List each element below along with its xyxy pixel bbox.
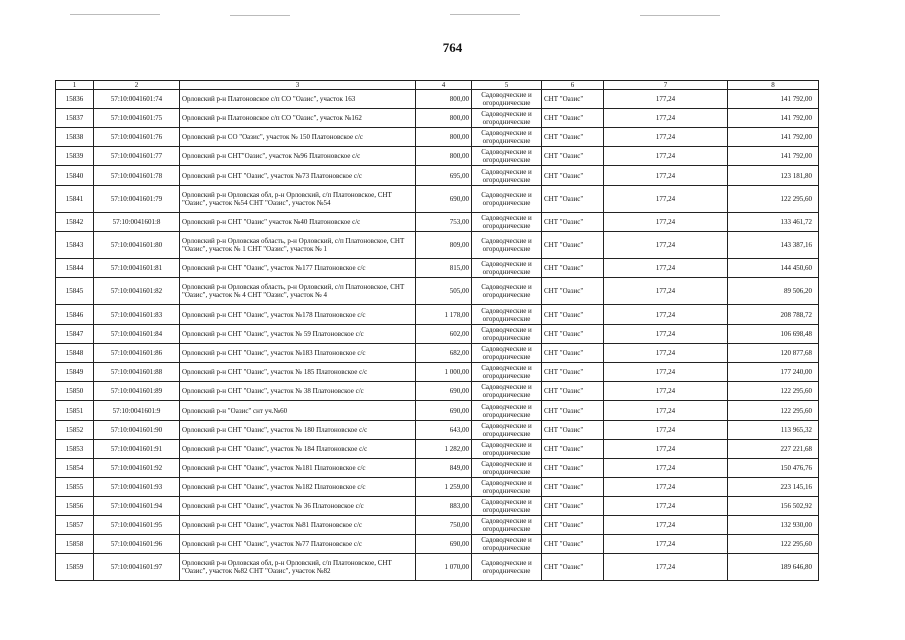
cadastral-number-cell: 57:10:0041601:76 <box>94 128 180 147</box>
organization-cell: СНТ "Оазис" <box>542 128 604 147</box>
organization-cell: СНТ "Оазис" <box>542 440 604 459</box>
area-cell: 1 000,00 <box>416 363 472 382</box>
area-cell: 800,00 <box>416 90 472 109</box>
rate-cell: 177,24 <box>604 363 728 382</box>
column-header: 3 <box>180 81 416 90</box>
rate-cell: 177,24 <box>604 344 728 363</box>
table-row <box>56 478 819 497</box>
table-row <box>56 305 819 325</box>
cadastral-value-cell: 106 698,48 <box>728 325 819 344</box>
cadastral-number-cell: 57:10:0041601:9 <box>94 401 180 421</box>
table-row <box>56 147 819 166</box>
rate-cell: 177,24 <box>604 459 728 478</box>
cadastral-value-cell: 120 877,68 <box>728 344 819 363</box>
row-number-cell: 15856 <box>56 497 94 516</box>
cadastral-value-cell: 122 295,60 <box>728 401 819 421</box>
table-row <box>56 497 819 516</box>
area-cell: 505,00 <box>416 278 472 305</box>
organization-cell: СНТ "Оазис" <box>542 497 604 516</box>
area-cell: 643,00 <box>416 421 472 440</box>
rate-cell: 177,24 <box>604 401 728 421</box>
cadastral-number-cell: 57:10:0041601:77 <box>94 147 180 166</box>
row-number-cell: 15850 <box>56 382 94 401</box>
cadastral-value-cell: 122 295,60 <box>728 382 819 401</box>
address-cell: Орловский р-н СНТ "Оазис", участок №81 Платоновское с/с <box>180 516 416 535</box>
organization-cell: СНТ "Оазис" <box>542 259 604 278</box>
area-cell: 849,00 <box>416 459 472 478</box>
land-use-cell: Садоводческие и огороднические <box>472 440 542 459</box>
table-row <box>56 109 819 128</box>
organization-cell: СНТ "Оазис" <box>542 305 604 325</box>
organization-cell: СНТ "Оазис" <box>542 109 604 128</box>
row-number-cell: 15840 <box>56 166 94 186</box>
cadastral-number-cell: 57:10:0041601:91 <box>94 440 180 459</box>
area-cell: 753,00 <box>416 213 472 232</box>
area-cell: 800,00 <box>416 147 472 166</box>
organization-cell: СНТ "Оазис" <box>542 147 604 166</box>
area-cell: 815,00 <box>416 259 472 278</box>
row-number-cell: 15852 <box>56 421 94 440</box>
row-number-cell: 15843 <box>56 232 94 259</box>
land-use-cell: Садоводческие и огороднические <box>472 259 542 278</box>
cadastral-value-cell: 227 221,68 <box>728 440 819 459</box>
table-row <box>56 440 819 459</box>
row-number-cell: 15854 <box>56 459 94 478</box>
cadastral-number-cell: 57:10:0041601:88 <box>94 363 180 382</box>
address-cell: Орловский р-н СНТ "Оазис", участок № 185 Платоновское с/с <box>180 363 416 382</box>
area-cell: 800,00 <box>416 109 472 128</box>
cadastral-value-cell: 122 295,60 <box>728 186 819 213</box>
rate-cell: 177,24 <box>604 186 728 213</box>
table-row <box>56 128 819 147</box>
land-use-cell: Садоводческие и огороднические <box>472 213 542 232</box>
cadastral-number-cell: 57:10:0041601:90 <box>94 421 180 440</box>
address-cell: Орловский р-н "Оазис" снт уч.№60 <box>180 401 416 421</box>
row-number-cell: 15837 <box>56 109 94 128</box>
cadastral-number-cell: 57:10:0041601:86 <box>94 344 180 363</box>
area-cell: 800,00 <box>416 128 472 147</box>
rate-cell: 177,24 <box>604 259 728 278</box>
cadastral-value-cell: 141 792,00 <box>728 147 819 166</box>
organization-cell: СНТ "Оазис" <box>542 90 604 109</box>
scan-artifact-line <box>640 15 720 16</box>
table-row <box>56 344 819 363</box>
cadastral-number-cell: 57:10:0041601:93 <box>94 478 180 497</box>
row-number-cell: 15846 <box>56 305 94 325</box>
rate-cell: 177,24 <box>604 213 728 232</box>
land-use-cell: Садоводческие и огороднические <box>472 166 542 186</box>
table-row <box>56 186 819 213</box>
column-header: 1 <box>56 81 94 90</box>
address-cell: Орловский р-н Орловская обл, р-н Орловский, с/п Платоновское, СНТ "Оазис", участок №82 СНТ "Оазис", участок №82 <box>180 554 416 581</box>
address-cell: Орловский р-н Орловская область, р-н Орловский, с/п Платоновское, СНТ "Оазис", участок № 4 СНТ "Оазис", участок № 4 <box>180 278 416 305</box>
organization-cell: СНТ "Оазис" <box>542 421 604 440</box>
address-cell: Орловский р-н Орловская область, р-н Орловский, с/п Платоновское, СНТ "Оазис", участок № 1 СНТ "Оазис", участок № 1 <box>180 232 416 259</box>
land-use-cell: Садоводческие и огороднические <box>472 344 542 363</box>
cadastral-number-cell: 57:10:0041601:81 <box>94 259 180 278</box>
rate-cell: 177,24 <box>604 478 728 497</box>
rate-cell: 177,24 <box>604 382 728 401</box>
cadastral-value-cell: 113 965,32 <box>728 421 819 440</box>
organization-cell: СНТ "Оазис" <box>542 344 604 363</box>
table-row <box>56 516 819 535</box>
land-use-cell: Садоводческие и огороднические <box>472 109 542 128</box>
cadastral-value-cell: 150 476,76 <box>728 459 819 478</box>
organization-cell: СНТ "Оазис" <box>542 535 604 554</box>
cadastral-value-cell: 144 450,60 <box>728 259 819 278</box>
table-body <box>56 90 819 581</box>
table-row <box>56 278 819 305</box>
cadastral-value-cell: 208 788,72 <box>728 305 819 325</box>
address-cell: Орловский р-н СНТ "Оазис", участок № 36 Платоновское с/с <box>180 497 416 516</box>
table-row <box>56 213 819 232</box>
land-use-cell: Садоводческие и огороднические <box>472 516 542 535</box>
scan-artifact-line <box>70 14 160 15</box>
cadastral-number-cell: 57:10:0041601:96 <box>94 535 180 554</box>
area-cell: 690,00 <box>416 535 472 554</box>
table-row <box>56 363 819 382</box>
organization-cell: СНТ "Оазис" <box>542 554 604 581</box>
rate-cell: 177,24 <box>604 147 728 166</box>
table-row <box>56 554 819 581</box>
column-header: 2 <box>94 81 180 90</box>
area-cell: 602,00 <box>416 325 472 344</box>
rate-cell: 177,24 <box>604 109 728 128</box>
land-use-cell: Садоводческие и огороднические <box>472 401 542 421</box>
organization-cell: СНТ "Оазис" <box>542 186 604 213</box>
rate-cell: 177,24 <box>604 421 728 440</box>
land-use-cell: Садоводческие и огороднические <box>472 147 542 166</box>
column-header: 5 <box>472 81 542 90</box>
table-row <box>56 421 819 440</box>
column-header: 4 <box>416 81 472 90</box>
row-number-cell: 15859 <box>56 554 94 581</box>
cadastral-value-cell: 177 240,00 <box>728 363 819 382</box>
address-cell: Орловский р-н СНТ "Оазис", участок №182 Платоновское с/с <box>180 478 416 497</box>
organization-cell: СНТ "Оазис" <box>542 278 604 305</box>
table-row <box>56 259 819 278</box>
address-cell: Орловский р-н СНТ "Оазис", участок №177 Платоновское с/с <box>180 259 416 278</box>
land-use-cell: Садоводческие и огороднические <box>472 232 542 259</box>
cadastral-value-cell: 141 792,00 <box>728 90 819 109</box>
area-cell: 690,00 <box>416 382 472 401</box>
row-number-cell: 15841 <box>56 186 94 213</box>
address-cell: Орловский р-н Орловская обл, р-н Орловский, с/п Платоновское, СНТ "Оазис", участок №54 СНТ "Оазис", участок №54 <box>180 186 416 213</box>
table-row <box>56 382 819 401</box>
area-cell: 682,00 <box>416 344 472 363</box>
column-header: 8 <box>728 81 819 90</box>
rate-cell: 177,24 <box>604 128 728 147</box>
cadastral-value-cell: 133 461,72 <box>728 213 819 232</box>
row-number-cell: 15847 <box>56 325 94 344</box>
land-use-cell: Садоводческие и огороднические <box>472 497 542 516</box>
organization-cell: СНТ "Оазис" <box>542 213 604 232</box>
cadastral-value-cell: 89 506,20 <box>728 278 819 305</box>
rate-cell: 177,24 <box>604 232 728 259</box>
cadastral-value-cell: 122 295,60 <box>728 535 819 554</box>
row-number-cell: 15842 <box>56 213 94 232</box>
rate-cell: 177,24 <box>604 166 728 186</box>
area-cell: 1 282,00 <box>416 440 472 459</box>
address-cell: Орловский р-н СНТ "Оазис", участок № 180 Платоновское с/с <box>180 421 416 440</box>
land-use-cell: Садоводческие и огороднические <box>472 421 542 440</box>
land-use-cell: Садоводческие и огороднические <box>472 278 542 305</box>
organization-cell: СНТ "Оазис" <box>542 166 604 186</box>
address-cell: Орловский р-н СНТ"Оазис", участок №96 Платоновское с/с <box>180 147 416 166</box>
land-use-cell: Садоводческие и огороднические <box>472 186 542 213</box>
cadastral-value-cell: 141 792,00 <box>728 128 819 147</box>
cadastral-value-cell: 189 646,80 <box>728 554 819 581</box>
land-use-cell: Садоводческие и огороднические <box>472 90 542 109</box>
cadastral-number-cell: 57:10:0041601:79 <box>94 186 180 213</box>
scan-artifact-line <box>450 14 520 15</box>
area-cell: 1 178,00 <box>416 305 472 325</box>
rate-cell: 177,24 <box>604 554 728 581</box>
column-header: 6 <box>542 81 604 90</box>
land-use-cell: Садоводческие и огороднические <box>472 535 542 554</box>
organization-cell: СНТ "Оазис" <box>542 325 604 344</box>
land-use-cell: Садоводческие и огороднические <box>472 325 542 344</box>
cadastral-number-cell: 57:10:0041601:95 <box>94 516 180 535</box>
rate-cell: 177,24 <box>604 535 728 554</box>
row-number-cell: 15838 <box>56 128 94 147</box>
row-number-cell: 15839 <box>56 147 94 166</box>
cadastral-value-cell: 143 387,16 <box>728 232 819 259</box>
cadastral-value-cell: 123 181,80 <box>728 166 819 186</box>
address-cell: Орловский р-н СНТ "Оазис", участок №73 Платоновское с/с <box>180 166 416 186</box>
cadastral-number-cell: 57:10:0041601:92 <box>94 459 180 478</box>
land-use-cell: Садоводческие и огороднические <box>472 554 542 581</box>
area-cell: 1 070,00 <box>416 554 472 581</box>
cadastral-number-cell: 57:10:0041601:78 <box>94 166 180 186</box>
table-row <box>56 166 819 186</box>
cadastral-number-cell: 57:10:0041601:89 <box>94 382 180 401</box>
row-number-cell: 15845 <box>56 278 94 305</box>
land-use-cell: Садоводческие и огороднические <box>472 478 542 497</box>
rate-cell: 177,24 <box>604 90 728 109</box>
row-number-cell: 15851 <box>56 401 94 421</box>
address-cell: Орловский р-н СНТ "Оазис", участок №77 Платоновское с/с <box>180 535 416 554</box>
organization-cell: СНТ "Оазис" <box>542 516 604 535</box>
address-cell: Орловский р-н Платоновское с/п СО "Оазис", участок №162 <box>180 109 416 128</box>
rate-cell: 177,24 <box>604 440 728 459</box>
cadastral-number-cell: 57:10:0041601:97 <box>94 554 180 581</box>
area-cell: 695,00 <box>416 166 472 186</box>
cadastral-value-cell: 223 145,16 <box>728 478 819 497</box>
rate-cell: 177,24 <box>604 305 728 325</box>
organization-cell: СНТ "Оазис" <box>542 459 604 478</box>
organization-cell: СНТ "Оазис" <box>542 363 604 382</box>
row-number-cell: 15857 <box>56 516 94 535</box>
address-cell: Орловский р-н СНТ "Оазис", участок №181 Платоновское с/с <box>180 459 416 478</box>
address-cell: Орловский р-н СНТ "Оазис", участок № 59 Платоновское с/с <box>180 325 416 344</box>
cadastral-value-cell: 156 502,92 <box>728 497 819 516</box>
area-cell: 809,00 <box>416 232 472 259</box>
cadastral-number-cell: 57:10:0041601:74 <box>94 90 180 109</box>
row-number-cell: 15858 <box>56 535 94 554</box>
cadastral-number-cell: 57:10:0041601:80 <box>94 232 180 259</box>
address-cell: Орловский р-н СО "Оазис", участок № 150 Платоновское с/с <box>180 128 416 147</box>
row-number-cell: 15855 <box>56 478 94 497</box>
land-use-cell: Садоводческие и огороднические <box>472 305 542 325</box>
cadastral-value-cell: 141 792,00 <box>728 109 819 128</box>
table-row <box>56 401 819 421</box>
rate-cell: 177,24 <box>604 278 728 305</box>
rate-cell: 177,24 <box>604 497 728 516</box>
land-use-cell: Садоводческие и огороднические <box>472 128 542 147</box>
area-cell: 690,00 <box>416 401 472 421</box>
area-cell: 883,00 <box>416 497 472 516</box>
address-cell: Орловский р-н СНТ "Оазис" участок №40 Платоновское с/с <box>180 213 416 232</box>
cadastral-number-cell: 57:10:0041601:94 <box>94 497 180 516</box>
land-registry-table <box>55 80 819 581</box>
area-cell: 750,00 <box>416 516 472 535</box>
row-number-cell: 15848 <box>56 344 94 363</box>
organization-cell: СНТ "Оазис" <box>542 232 604 259</box>
land-use-cell: Садоводческие и огороднические <box>472 363 542 382</box>
table-row <box>56 535 819 554</box>
land-use-cell: Садоводческие и огороднические <box>472 459 542 478</box>
table-row <box>56 325 819 344</box>
organization-cell: СНТ "Оазис" <box>542 478 604 497</box>
column-header: 7 <box>604 81 728 90</box>
cadastral-number-cell: 57:10:0041601:84 <box>94 325 180 344</box>
rate-cell: 177,24 <box>604 516 728 535</box>
address-cell: Орловский р-н СНТ "Оазис", участок №178 Платоновское с/с <box>180 305 416 325</box>
row-number-cell: 15853 <box>56 440 94 459</box>
address-cell: Орловский р-н СНТ "Оазис", участок № 38 Платоновское с/с <box>180 382 416 401</box>
row-number-cell: 15844 <box>56 259 94 278</box>
scan-artifact-line <box>230 15 290 16</box>
table-row <box>56 232 819 259</box>
area-cell: 1 259,00 <box>416 478 472 497</box>
cadastral-number-cell: 57:10:0041601:75 <box>94 109 180 128</box>
table-row <box>56 90 819 109</box>
column-number-row <box>56 81 819 90</box>
address-cell: Орловский р-н СНТ "Оазис", участок №183 Платоновское с/с <box>180 344 416 363</box>
area-cell: 690,00 <box>416 186 472 213</box>
address-cell: Орловский р-н СНТ "Оазис", участок № 184 Платоновское с/с <box>180 440 416 459</box>
land-use-cell: Садоводческие и огороднические <box>472 382 542 401</box>
cadastral-number-cell: 57:10:0041601:83 <box>94 305 180 325</box>
cadastral-value-cell: 132 930,00 <box>728 516 819 535</box>
organization-cell: СНТ "Оазис" <box>542 401 604 421</box>
row-number-cell: 15836 <box>56 90 94 109</box>
row-number-cell: 15849 <box>56 363 94 382</box>
cadastral-number-cell: 57:10:0041601:8 <box>94 213 180 232</box>
organization-cell: СНТ "Оазис" <box>542 382 604 401</box>
page-number: 764 <box>442 40 463 55</box>
table-row <box>56 459 819 478</box>
address-cell: Орловский р-н Платоновское с/п СО "Оазис", участок 163 <box>180 90 416 109</box>
cadastral-number-cell: 57:10:0041601:82 <box>94 278 180 305</box>
rate-cell: 177,24 <box>604 325 728 344</box>
